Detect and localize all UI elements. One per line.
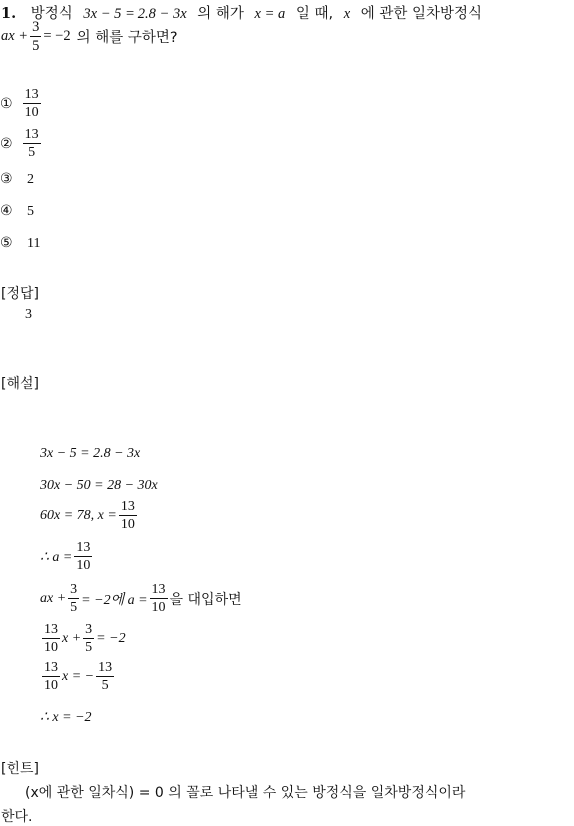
hint-label: [힌트]: [1, 761, 39, 777]
equation-lhs: 3x − 5: [83, 6, 122, 22]
equation-text: = −2: [43, 28, 71, 44]
choice-value: 2: [27, 172, 35, 187]
choice-marker: ②: [0, 136, 13, 152]
choice-4[interactable]: [0, 203, 34, 220]
question-text: 의 해를 구하면?: [76, 30, 178, 46]
choice-1[interactable]: [0, 88, 43, 120]
solution-line-7: $\frac{13}{10}$ x = − $\frac{13}{5}$: [44, 660, 113, 693]
fraction: $\frac{3}{5}$: [32, 19, 40, 54]
equation-text: ax +: [1, 28, 29, 44]
hint-line-1: (x에 관한 일차식) = 0 의 꼴로 나타낼 수 있는 방정식을 일차방정식이라: [25, 785, 466, 801]
equation-x-eq-a: x = a: [254, 6, 286, 22]
answer-label: [정답]: [1, 286, 39, 302]
question-line-1: 1. 방정식 3x − 5 = 2.8 − 3x 의 해가 x = a 일 때, x 에 관한 일차방정식: [1, 5, 483, 22]
solution-line-1: 3x − 5 = 2.8 − 3x: [40, 446, 141, 461]
solution-line-3: 60x = 78, x = $\frac{13}{10}$: [40, 499, 135, 532]
choice-marker: ③: [0, 171, 13, 187]
hint-line-2: 한다.: [1, 809, 33, 825]
solution-line-6: $\frac{13}{10}$ x + $\frac{3}{5}$ = −2: [44, 622, 126, 655]
question-number: 1.: [1, 5, 17, 22]
choice-marker: ④: [0, 203, 13, 219]
solution-line-2: 30x − 50 = 28 − 30x: [40, 478, 158, 493]
choice-3[interactable]: [0, 171, 34, 188]
question-text: 방정식: [30, 6, 73, 22]
choice-value: $\frac{13}{10}$: [24, 87, 39, 120]
choice-value: $\frac{13}{5}$: [24, 127, 39, 160]
choice-marker: ⑤: [0, 235, 13, 251]
question-text: 의 해가: [197, 6, 244, 22]
question-text: 에 관한 일차방정식: [360, 6, 483, 22]
solution-line-8: ∴ x = −2: [40, 710, 92, 725]
solution-line-5: ax + $\frac{3}{5}$ = −2에 a = $\frac{13}{10}$ 을 대입하면: [40, 582, 242, 615]
equation-rhs: 2.8 − 3x: [137, 6, 187, 22]
choice-value: 5: [27, 204, 35, 219]
solution-line-4: ∴ a = $\frac{13}{10}$: [40, 540, 91, 573]
answer-value: 3: [25, 307, 32, 322]
choice-5[interactable]: [0, 235, 41, 252]
variable-x: x: [343, 6, 351, 22]
solution-label: [해설]: [1, 376, 39, 392]
choice-marker: ①: [0, 96, 13, 112]
question-text: 일 때,: [295, 6, 334, 22]
question-line-2: [1, 20, 178, 53]
choice-2[interactable]: [0, 128, 43, 160]
choice-value: 11: [27, 236, 41, 251]
